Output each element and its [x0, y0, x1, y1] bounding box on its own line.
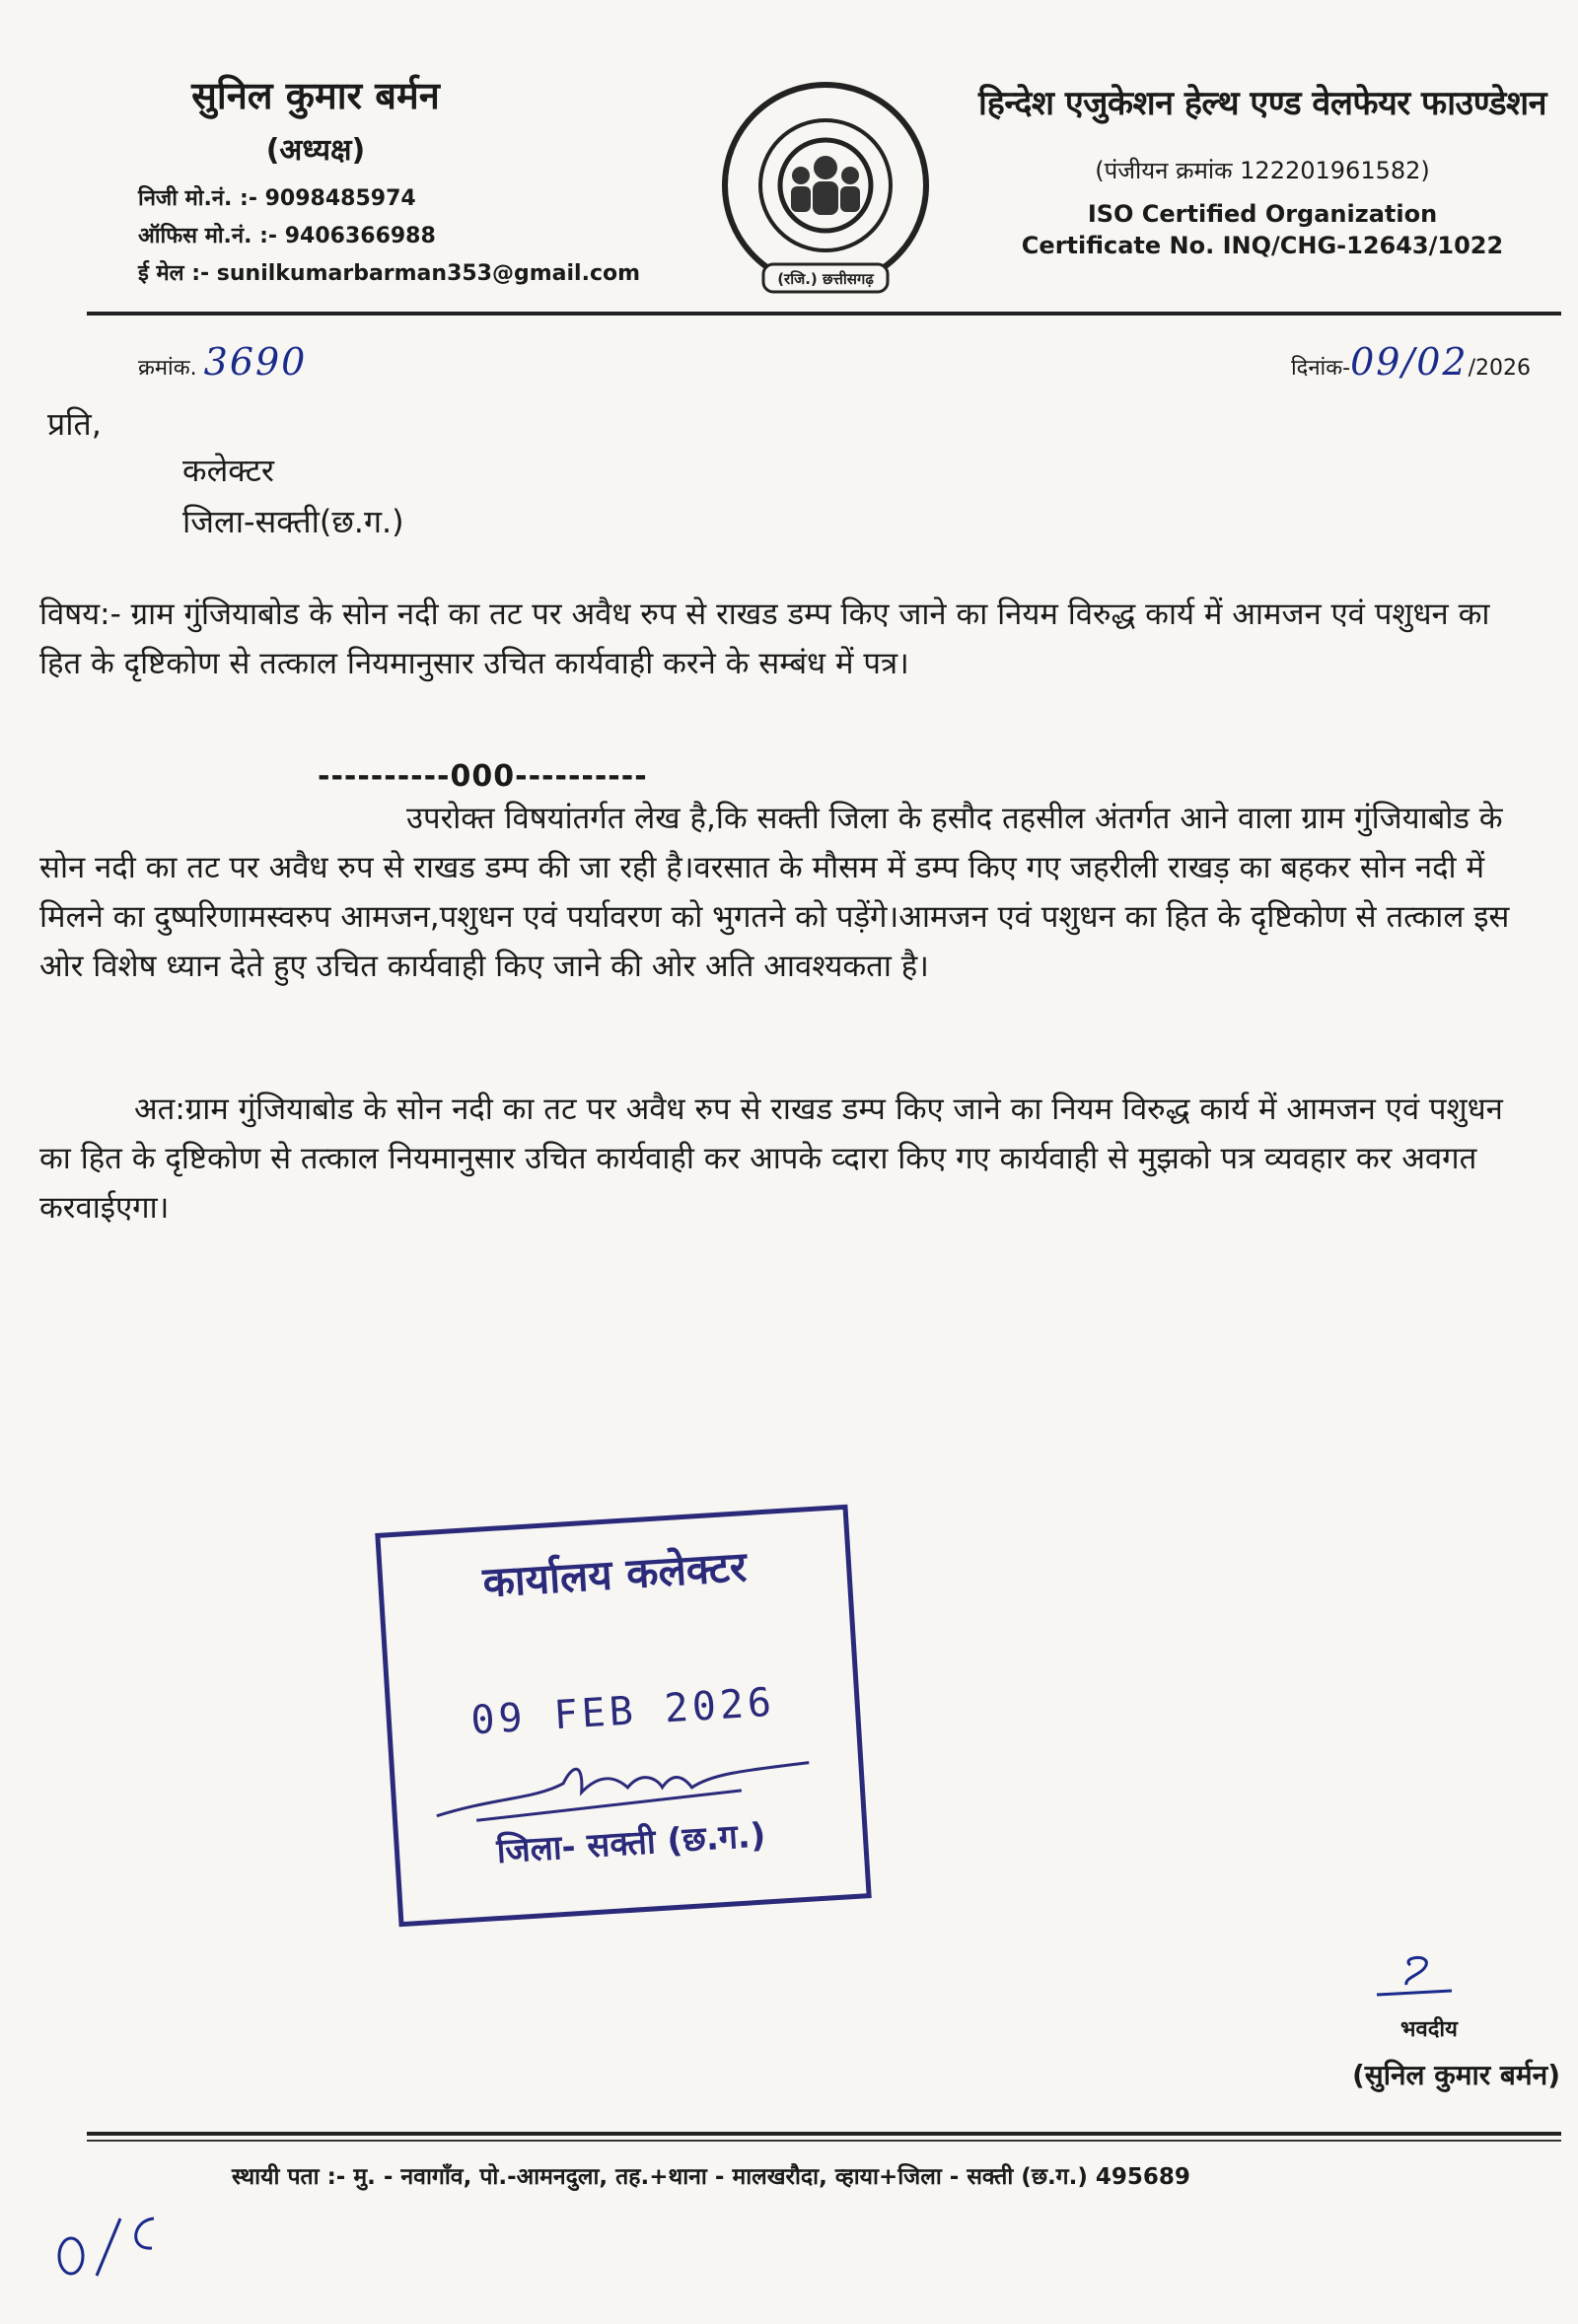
signer-name: (सुनिल कुमार बर्मन): [1351, 2059, 1560, 2091]
stamp-date: 09 FEB 2026: [469, 1679, 777, 1744]
letter-date: [1291, 340, 1531, 384]
registration-number: (पंजीयन क्रमांक 122201961582): [1095, 157, 1430, 184]
organization-block: [976, 79, 1548, 259]
stamp-district: जिला- सक्ती (छ.ग.): [495, 1815, 767, 1872]
subject-paragraph: विषय:- ग्राम गुंजियाबोड के सोन नदी का तट पर अवैध रुप से राखड डम्प किए जाने का नियम विरुद्ध कार्य में आमजन एवं पशुधन का हित के दृष्टिकोण से तत्काल नियमानुसार उचित कार्यवाही करने के सम्बंध में पत्र।: [39, 597, 1490, 681]
date-label: दिनांक-: [1290, 356, 1351, 381]
permanent-address: स्थायी पता :- मु. - नवागाँव, पो.-आमनदुला, तह.+थाना - मालखरौदा, व्हाया+जिला - सक्ती (छ.ग.) 495689: [232, 2164, 1190, 2190]
logo-caption: (रजि.) छत्तीसगढ़: [777, 270, 874, 288]
to-label: प्रति,: [47, 405, 102, 443]
header-divider: [87, 312, 1561, 316]
reference-number: [138, 340, 307, 384]
sender-office-phone: ऑफिस मो.नं. :- 9406366988: [138, 224, 436, 248]
body-paragraph-1: उपरोक्त विषयांतर्गत लेख है,कि सक्ती जिला के हसौद तहसील अंतर्गत आने वाला ग्राम गुंजियाबोड के सोन नदी का तट पर अवैध रुप से राखड डम्प की जा रही है।वरसात के मौसम में डम्प किए गए जहरीली राखड़ का बहकर सोन नदी में मिलने का दुष्परिणामस्वरुप आमजन,पशुधन एवं पर्यावरण को भुगतने को पड़ेंगे।आमजन एवं पशुधन का हित के दृष्टिकोण से तत्काल इस ओर विशेष ध्यान देते हुए उचित कार्यवाही किए जाने की ओर अति आवश्यकता है।: [39, 801, 1510, 984]
stamp-title: कार्यालय कलेक्टर: [481, 1542, 749, 1607]
footer-divider-thin: [87, 2140, 1561, 2142]
iso-label: ISO Certified Organization: [1087, 200, 1438, 228]
valediction: भवदीय: [1400, 2017, 1458, 2042]
recipient-line-1: कलेक्टर: [182, 452, 274, 489]
sender-role: (अध्यक्ष): [265, 133, 366, 168]
collector-office-stamp: [375, 1505, 872, 1928]
organization-name: हिन्देश एजुकेशन हेल्थ एण्ड वेलफेयर फाउण्डेशन: [977, 84, 1547, 123]
reference-label: क्रमांक.: [138, 356, 197, 381]
sender-block: [138, 69, 641, 287]
sender-signature-icon: [1371, 1947, 1460, 2007]
sender-name: सुनिल कुमार बर्मन: [191, 74, 440, 117]
date-handwritten: 09/02: [1350, 340, 1469, 384]
footer-divider: [87, 2132, 1561, 2136]
recipient-line-2: जिला-सक्ती(छ.ग.): [182, 503, 404, 540]
sender-email: ई मेल :- sunilkumarbarman353@gmail.com: [138, 261, 641, 286]
sender-mobile: निजी मो.नं. :- 9098485974: [138, 186, 416, 211]
separator: ----------000----------: [318, 759, 648, 794]
foundation-logo-icon: [712, 77, 939, 304]
date-year: /2026: [1468, 356, 1531, 381]
certificate-number: Certificate No. INQ/CHG-12643/1022: [1021, 232, 1504, 259]
office-copy-annotation-icon: [49, 2199, 168, 2288]
body-paragraph-2: अत:ग्राम गुंजियाबोड के सोन नदी का तट पर अवैध रुप से राखड डम्प किए जाने का नियम विरुद्ध कार्य में आमजन एवं पशुधन का हित के दृष्टिकोण से तत्काल नियमानुसार उचित कार्यवाही कर आपके व्दारा किए गए कार्यवाही से मुझको पत्र व्यवहार कर अवगत करवाईएगा।: [39, 1092, 1503, 1226]
reference-handwritten: 3690: [203, 340, 308, 384]
